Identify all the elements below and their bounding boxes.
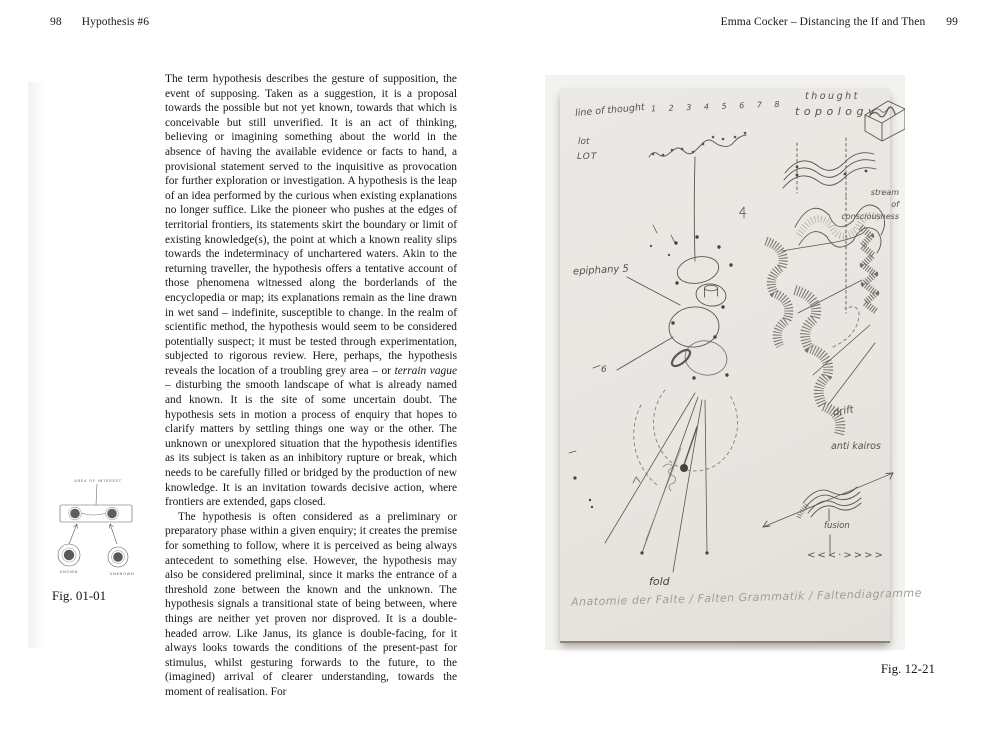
area-of-interest-diagram xyxy=(52,474,144,578)
left-running-title: Hypothesis #6 xyxy=(81,16,150,28)
pencil-note: Anatomie der Falte / Falten Grammatik / Faltendiagramme xyxy=(570,586,923,609)
six-label: 6 xyxy=(601,365,607,375)
scribble-blobs xyxy=(69,507,119,520)
of-word: of xyxy=(891,200,899,209)
chevrons-label: <<<·>>>> xyxy=(807,550,885,561)
thought-line-graph xyxy=(649,132,746,261)
paragraph-1-text: The term hypothesis describes the gesture of supposition, the event of supposing. Taken as a suggestion, it is a proposal towards the possible but not yet known, towards that which is conceivable but still unverified. It is an act of thinking, believing or imagining something about the world in the absence of having the available evidence or facts to hand, a provisional statement served to the inquisitive as provocation for further exploration or investigation. A hypothesis is the leap of an idea performed by the curious when existing explanations no longer suffice. Like the pioneer who pushes at the edges of territorial frontiers, its statements skirt the boundary or limit of existing knowledge(s), the point at which a known reality slips towards the indeterminacy of unchartered waters. Akin to the returning traveller, the hypothesis offers a tentative account of those phenomena witnessed along the borderlands of the encyclopedia or map; its explanations remain as the line drawn in wet sand – indefinite, susceptible to change. In the realm of scientific method, the hypothesis would seem to be considered potentially suspect; it must be tested through experimentation, subjected to rigorous review. Here, perhaps, the hypothesis reveals the location of a troubling grey area – or xyxy=(165,73,457,377)
figure-01-01-diagram xyxy=(52,474,144,578)
fold-label: fold xyxy=(649,575,670,588)
paragraph-1 xyxy=(165,72,457,510)
paragraph-1-italic-term: terrain vague xyxy=(394,364,458,377)
figure-12-21-caption: Fig. 12-21 xyxy=(880,661,935,676)
lot-caps-label: LOT xyxy=(577,152,598,162)
topology-label: topology xyxy=(795,105,880,118)
known-label: KNOWN xyxy=(60,569,78,574)
paragraph-2: The hypothesis is often considered as a preliminary or preparatory phase within a given enquiry; it creates the premise for something to follow, where it is perceived as being always antecedent to something else. However, the hypothesis may also be considered preliminal, since it marks the entrance of a threshold zone between the known and the unknown. The hypothesis signals a transitional state of being between, where things are neither yet proven nor disproved. It is a double-headed arrow. Like Janus, its glance is double-facing, for it always looks towards the conditions of the present-past for stimulus, whilst gesturing forwards to the future, to the (imagined) arrival of clearer understanding, towards the moment of realisation. For xyxy=(165,510,457,698)
body-text-column xyxy=(165,72,457,700)
lot-label: lot xyxy=(578,137,590,147)
right-page-number: 99 xyxy=(946,16,958,28)
known-node xyxy=(58,544,80,566)
unknown-node xyxy=(108,547,128,567)
thought-label: thought xyxy=(805,91,860,102)
left-running-header xyxy=(50,16,149,28)
stream-word: stream xyxy=(870,188,899,197)
left-page-number: 98 xyxy=(50,16,62,28)
pendulum xyxy=(680,427,697,472)
epiphany-label: epiphany 5 xyxy=(572,263,630,278)
area-of-interest-label: AREA OF INTEREST xyxy=(74,478,122,483)
right-running-header xyxy=(721,16,958,28)
drift-label: drift xyxy=(832,404,855,419)
loop-knot xyxy=(593,235,733,379)
page-gutter-shadow xyxy=(28,82,44,648)
sketch-drawing xyxy=(545,75,905,650)
right-running-title: Emma Cocker – Distancing the If and Then xyxy=(720,16,926,28)
numbers-label: 1 2 3 4 5 6 7 8 xyxy=(650,99,785,114)
arrow-lines xyxy=(69,524,117,544)
line-of-thought-label: line of thought xyxy=(574,101,646,120)
paragraph-1-text-end: – disturbing the smooth landscape of what is already named and known. It is the site of some uncertain doubt. The hypothesis sets in motion a process of enquiry that hopes to clarify matters by settling things one way or the other. The unknown or unexplored situation that the hypothesis identifies as its subject is taken as an inhibitory rupture or break, which needs to be carefully filled or bridged by the production of new knowledge. It is an invitation towards decisive action, where frontiers are extended, gaps closed. xyxy=(165,379,457,509)
pointer-line xyxy=(96,484,97,505)
figure-01-01-caption: Fig. 01-01 xyxy=(52,588,107,603)
stream-of-consciousness-label xyxy=(823,187,899,223)
radiating-lines xyxy=(569,393,709,572)
unknown-label: UNKNOWN xyxy=(109,571,135,576)
anti-kairos-label: anti kairos xyxy=(831,441,881,452)
consciousness-word: consciousness xyxy=(841,212,899,221)
fold-sketch xyxy=(763,473,893,553)
sketchbook-photo xyxy=(545,75,923,650)
helix-coils xyxy=(766,241,840,434)
fusion-label: fusion xyxy=(824,521,850,531)
